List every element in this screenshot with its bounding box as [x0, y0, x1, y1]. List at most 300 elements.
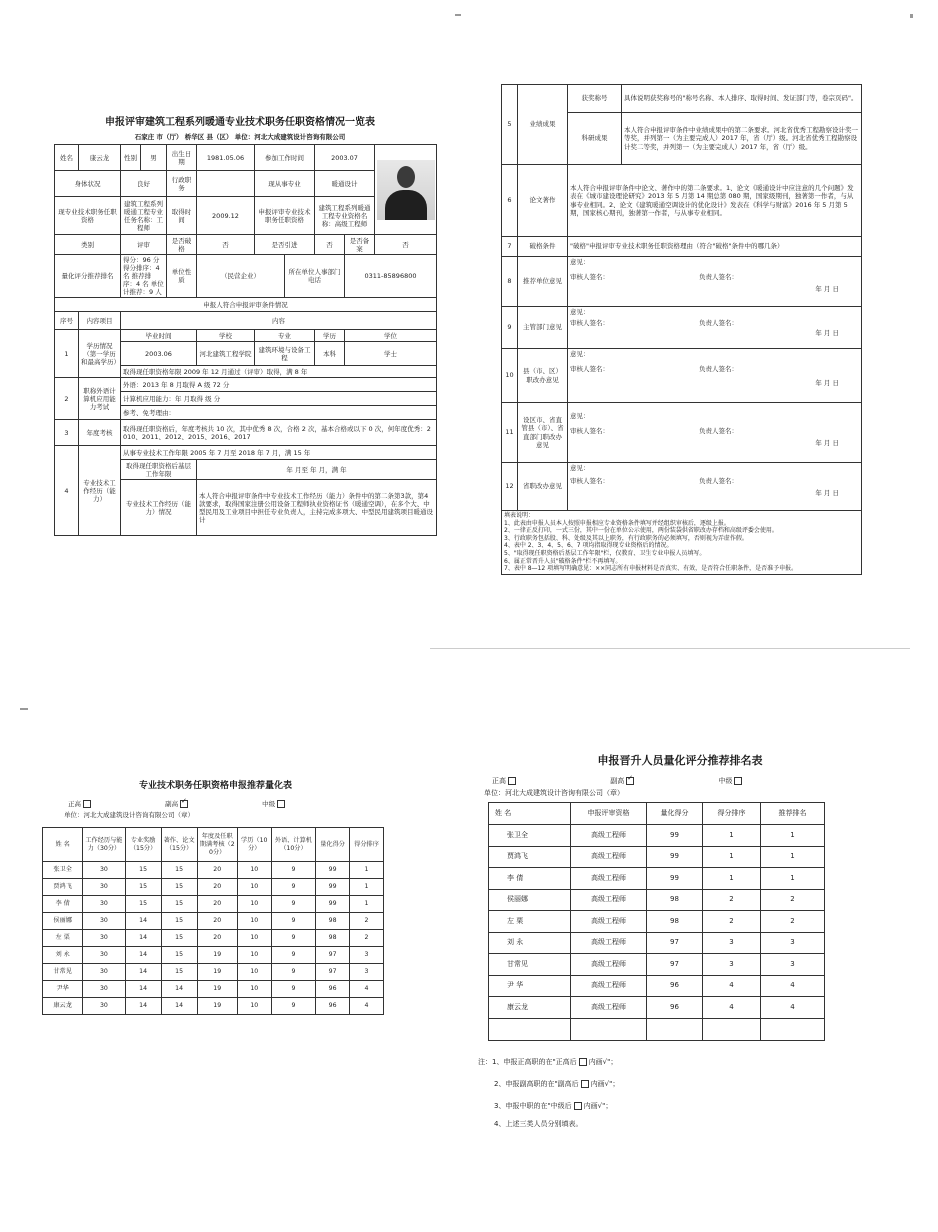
- reviewer-label: 审核人签名：: [570, 318, 609, 327]
- label-edu-time: 毕业时间: [121, 330, 197, 342]
- value-cell: 10: [237, 998, 271, 1015]
- leader-label: 负责人签名：: [699, 272, 738, 281]
- header-cell: 得分排序: [703, 803, 761, 825]
- overview-table: [54, 144, 437, 536]
- level-senior-checkbox[interactable]: [83, 800, 91, 808]
- note-box: [581, 1080, 589, 1088]
- opinion-cell: [568, 463, 862, 511]
- footnote-3: [494, 1095, 890, 1117]
- value-cell: 20: [197, 896, 237, 913]
- value-apply-title: 建筑工程系列暖通工程专业资格名称：高级工程师: [315, 197, 375, 235]
- page-2-achievements-opinions: [495, 80, 913, 595]
- label-obtain-time: 取得时间: [167, 197, 197, 235]
- value-cell: 20: [197, 879, 237, 896]
- opinion-label: 意见：: [570, 464, 590, 472]
- date-label: 年 月 日: [815, 489, 839, 497]
- value-cell: 15: [161, 964, 197, 981]
- level-row: [68, 799, 403, 808]
- footnote-2: [494, 1073, 890, 1095]
- value-cell: 1: [761, 868, 825, 890]
- table-row: [489, 975, 825, 997]
- value-cell: 30: [83, 964, 125, 981]
- value-break: "破格"申报评审专业技术职务任职资格理由（符合"破格"条件中的哪几条）: [568, 237, 862, 257]
- quant-table-body: [43, 862, 384, 1015]
- footnote-4: 4、上述三类人员分别填表。: [494, 1119, 583, 1128]
- item-papers: 论文著作: [518, 165, 568, 237]
- label-major: 专业: [255, 330, 315, 342]
- value-name: 康云龙: [79, 145, 121, 171]
- value-cell: 9: [271, 998, 315, 1015]
- value-exempt-line: 参考、免考理由：: [121, 406, 437, 420]
- value-cell: 4: [703, 975, 761, 997]
- value-annual-line: 取得现任职资格后，年度考核共 10 次，其中优秀 8 次，合格 2 次，基本合格或以下 0 次，何年度优秀：2010、2011、2012、2015、2016、2017: [121, 420, 437, 446]
- scan-mark: [910, 14, 913, 18]
- value-cell: 30: [83, 896, 125, 913]
- value-cell: 99: [647, 846, 703, 868]
- unit-line: 石家庄 市（厅） 桥华区 县（区） 单位：河北大成建筑设计咨询有限公司: [134, 133, 346, 141]
- ranking-table: [488, 802, 825, 1041]
- item-unit-opinion: 推荐单位意见: [518, 257, 568, 307]
- unit-line: 单位：河北大成建筑设计咨询有限公司（章）: [64, 811, 194, 819]
- note-text: 内画√"；: [583, 1101, 613, 1110]
- label-edu-row: 学历情况（第一学历和最高学历）: [79, 330, 121, 378]
- note-line: 7、表中 8—12 项填写明确意见：××同志所有申报材料是否真实、有效，是否符合任职条件，是否准予申报。: [504, 565, 798, 573]
- value-cell: 高级工程师: [571, 997, 647, 1019]
- value-cell: 99: [647, 825, 703, 847]
- value-cell: 15: [125, 879, 161, 896]
- value-cell: 96: [647, 997, 703, 1019]
- label-gender: 性别: [121, 145, 141, 171]
- value-cell: 99: [316, 862, 350, 879]
- label-degree: 学位: [345, 330, 437, 342]
- page-title: 专业技术职务任职资格申报推荐量化表: [138, 781, 292, 791]
- value-cell: 98: [647, 889, 703, 911]
- value-current-title: 建筑工程系列暖通工程专业任务名称：工程师: [121, 197, 167, 235]
- value-cell: 9: [271, 964, 315, 981]
- value-cell: 98: [316, 930, 350, 947]
- label-annual-row: 年度考核: [79, 420, 121, 446]
- table-row: [43, 913, 384, 930]
- value-cell: 9: [271, 862, 315, 879]
- value-cell: 99: [316, 879, 350, 896]
- name-cell: 左 栗: [489, 911, 571, 933]
- label-admin-duty: 行政职务: [167, 171, 197, 197]
- section-header: 申报人符合申报评审条件情况: [55, 298, 437, 312]
- seq-9: 9: [502, 307, 518, 349]
- opinion-cell: [568, 257, 862, 307]
- opinion-cell: [568, 349, 862, 403]
- label-seq: 序号: [55, 312, 79, 330]
- label-current-title: 现专业技术职务任职资格: [55, 197, 121, 235]
- value-cell: 10: [237, 913, 271, 930]
- leader-label: 负责人签名：: [699, 426, 738, 435]
- value-cell: 96: [316, 998, 350, 1015]
- label-work-summary: 专业技术工作经历（能力）情况: [121, 480, 197, 536]
- value-cell: 14: [125, 947, 161, 964]
- value-cell: 96: [647, 975, 703, 997]
- note-line: 4、表中 2、3、4、5、6、7 项均指取得现专业资格后的情况。: [504, 542, 673, 550]
- value-cell: 高级工程师: [571, 846, 647, 868]
- value-cell: 97: [647, 932, 703, 954]
- note-text: 2、申报副高职的在"副高后: [494, 1079, 579, 1088]
- value-cell: 10: [237, 964, 271, 981]
- reviewer-label: 审核人签名：: [570, 364, 609, 373]
- notes-title: 填表说明：: [504, 512, 535, 519]
- value-edu-time: 2003.06: [121, 342, 197, 366]
- value-cell: 98: [647, 911, 703, 933]
- value-cell: 高级工程师: [571, 911, 647, 933]
- item-dept-opinion: 主管部门意见: [518, 307, 568, 349]
- label-dept-phone: 所在单位人事部门电话: [285, 255, 345, 298]
- page-title: 申报评审建筑工程系列暖通专业技术职务任职资格情况一览表: [105, 117, 375, 128]
- level-senior: 正高: [492, 777, 506, 785]
- name-cell: 甘常见: [489, 954, 571, 976]
- value-research: 本人符合申报评审条件中业绩成果中的第二条要求。河北省优秀工程勘察设计奖一等奖，并列第一（为主要完成人）2017 年，省（厅）级。河北省优秀工程勘察设计奖二等奖，并列第一（为主要完成人）2017 年，省（厅）级。: [622, 113, 862, 165]
- label-certified: 是否备案: [345, 235, 375, 255]
- value-cell: 19: [197, 998, 237, 1015]
- seq-1: 1: [55, 330, 79, 378]
- value-cell: 20: [197, 862, 237, 879]
- header-cell: 外语、计算机（10分）: [271, 828, 315, 862]
- level-middle-checkbox[interactable]: [734, 777, 742, 785]
- opinion-label: 意见：: [570, 308, 590, 316]
- seq-11: 11: [502, 403, 518, 463]
- value-cell: 99: [316, 896, 350, 913]
- value-cell: 9: [271, 930, 315, 947]
- value-cell: 10: [237, 862, 271, 879]
- note-line: 2、一律正反打印，一式三份，其中一份在单位公示使用，两份装袋供省职改办存档和高级评委会使用。: [504, 527, 778, 535]
- note-text: 1、申报正高职的在"正高后: [492, 1057, 577, 1066]
- value-cell: 15: [161, 879, 197, 896]
- note-line: 5、"取得现任职资格后基层工作年限"栏，仅教育、卫生专业申报人员填写。: [504, 549, 706, 557]
- opinion-label: 意见：: [570, 412, 590, 420]
- value-cell: 1: [350, 896, 384, 913]
- value-cell: 2: [350, 930, 384, 947]
- value-cell: 20: [197, 930, 237, 947]
- value-cell: 1: [703, 846, 761, 868]
- value-cell: 1: [761, 846, 825, 868]
- value-school: 河北建筑工程学院: [197, 342, 255, 366]
- header-cell: 量化得分: [647, 803, 703, 825]
- value-cell: 4: [761, 997, 825, 1019]
- value-cell: 2: [703, 911, 761, 933]
- table-row: [489, 889, 825, 911]
- label-quant-rank: 量化评分推荐排名: [55, 255, 121, 298]
- table-header: [489, 803, 825, 825]
- value-cell: 4: [350, 998, 384, 1015]
- value-cell: 10: [237, 981, 271, 998]
- value-major: 建筑环境与设备工程: [255, 342, 315, 366]
- value-cell: 15: [161, 862, 197, 879]
- level-vice-checkbox[interactable]: [626, 777, 634, 785]
- value-work-start: 2003.07: [315, 145, 375, 171]
- reviewer-label: 审核人签名：: [570, 426, 609, 435]
- label-unit-nature: 单位性质: [167, 255, 197, 298]
- note-line: 6、属正常晋升人员"破格条件"栏不再填写。: [504, 557, 622, 565]
- opinion-cell: [568, 403, 862, 463]
- date-label: 年 月 日: [815, 329, 839, 337]
- value-cell: 30: [83, 862, 125, 879]
- value-cell: 15: [161, 896, 197, 913]
- value-dept-phone: 0311-85896800: [345, 255, 437, 298]
- value-cell: 14: [125, 998, 161, 1015]
- value-papers: 本人符合申报评审条件中论文、著作中的第二条要求。1、论文《暖通设计中应注意的几个问题》发表在《城市建设理论研究》2013 年 5 月第 14 期总第 080 期，国家级期刊，独著第一作者，与从事专业相同。2、论文《建筑暖通空调设计的优化设计》发表在《科学与财富》2016 年 5 月第 5 期，国家核心期刊，独著第一作者，与从事专业相同。: [568, 165, 862, 237]
- value-cell: 高级工程师: [571, 975, 647, 997]
- empty-row: [489, 1018, 825, 1040]
- value-cell: 3: [761, 954, 825, 976]
- label-foreign-row: 职称外语计算机应用能力考试: [79, 378, 121, 420]
- value-cell: 2: [761, 889, 825, 911]
- seq-6: 6: [502, 165, 518, 237]
- value-cell: 高级工程师: [571, 932, 647, 954]
- table-row: [43, 964, 384, 981]
- value-cell: 14: [125, 930, 161, 947]
- seq-4: 4: [55, 446, 79, 536]
- label-category: 类别: [55, 235, 121, 255]
- value-cell: 97: [316, 964, 350, 981]
- name-cell: 左 栗: [43, 930, 83, 947]
- value-cell: 30: [83, 947, 125, 964]
- value-cell: 98: [316, 913, 350, 930]
- header-cell: 申报评审资格: [571, 803, 647, 825]
- label-school: 学校: [197, 330, 255, 342]
- value-cell: 3: [350, 964, 384, 981]
- page-3-quant-table: [28, 760, 403, 1030]
- value-cell: 高级工程师: [571, 868, 647, 890]
- level-senior-checkbox[interactable]: [508, 777, 516, 785]
- value-award: 具体说明获奖称号的"称号名称、本人排序、取得时间、发证部门等，卷宗页码"。: [622, 85, 862, 113]
- table-row: [43, 947, 384, 964]
- date-label: 年 月 日: [815, 379, 839, 387]
- seq-8: 8: [502, 257, 518, 307]
- name-cell: 贾鸿飞: [43, 879, 83, 896]
- value-cell: 19: [197, 981, 237, 998]
- name-cell: 尹华: [43, 981, 83, 998]
- value-gender: 男: [141, 145, 167, 171]
- value-cell: 4: [761, 975, 825, 997]
- header-cell: 得分排序: [350, 828, 384, 862]
- value-cell: 19: [197, 947, 237, 964]
- value-cell: 14: [161, 981, 197, 998]
- value-cell: 3: [703, 954, 761, 976]
- item-break: 破格条件: [518, 237, 568, 257]
- value-cell: 97: [316, 947, 350, 964]
- table-row: [43, 896, 384, 913]
- header-cell: 量化得分: [316, 828, 350, 862]
- value-cell: 1: [350, 879, 384, 896]
- table-row: [43, 862, 384, 879]
- table-row: [489, 825, 825, 847]
- seq-3: 3: [55, 420, 79, 446]
- table-row: [43, 981, 384, 998]
- label-edu: 学历: [315, 330, 345, 342]
- label-birth: 出生日期: [167, 145, 197, 171]
- value-cell: 1: [703, 868, 761, 890]
- date-label: 年 月 日: [815, 439, 839, 447]
- value-cell: 高级工程师: [571, 954, 647, 976]
- value-cell: 10: [237, 879, 271, 896]
- name-cell: 张卫全: [43, 862, 83, 879]
- value-cell: 96: [316, 981, 350, 998]
- value-cell: 30: [83, 930, 125, 947]
- value-grass-years: 年 月至 年 月，满 年: [197, 460, 437, 480]
- value-cell: 30: [83, 981, 125, 998]
- page-1-qualification-overview: [40, 95, 440, 595]
- value-obtain-line: 取得现任职资格年限 2009 年 12 月通过（评审）取得，满 8 年: [121, 366, 437, 378]
- value-cell: 15: [161, 947, 197, 964]
- name-cell: 侯丽娜: [43, 913, 83, 930]
- value-category: 评审: [121, 235, 167, 255]
- page-4-ranking-table: [470, 740, 890, 1140]
- value-work-summary: 本人符合申报评审条件中专业技术工作经历（能力）条件中的第二条第3款，第4款要求，取得国家注册公用设备工程师执业资格证书（暖通空调），在多个大、中型民用及工业项目中担任专业负责人，主持完成多项大、中型民用建筑项目暖通设计: [197, 480, 437, 536]
- level-senior: 正高: [68, 800, 81, 808]
- footnote-1: [478, 1051, 890, 1073]
- value-cell: 1: [350, 862, 384, 879]
- value-cell: 9: [271, 879, 315, 896]
- header-cell: 姓 名: [489, 803, 571, 825]
- scan-edge: [430, 648, 910, 649]
- note-text: 3、申报中职的在"中级后: [494, 1101, 572, 1110]
- value-cell: 1: [703, 825, 761, 847]
- date-label: 年 月 日: [815, 285, 839, 293]
- table-row: [43, 998, 384, 1015]
- note-box: [579, 1058, 587, 1066]
- value-edu: 本科: [315, 342, 345, 366]
- header-cell: 姓 名: [43, 828, 83, 862]
- value-cell: 15: [161, 930, 197, 947]
- page-title: 申报晋升人员量化评分推荐排名表: [597, 754, 763, 767]
- photo-cell: [375, 145, 437, 235]
- opinion-label: 意见：: [570, 350, 590, 358]
- leader-label: 负责人签名：: [699, 364, 738, 373]
- label-intro: 是否引进: [255, 235, 315, 255]
- header-cell: 年度及任职期满考核（20分）: [197, 828, 237, 862]
- label-grass-years: 取得现任职资格后基层工作年限: [121, 460, 197, 480]
- table-row: [43, 930, 384, 947]
- value-computer-line: 计算机应用能力：年 月取得 级 分: [121, 392, 437, 406]
- value-cell: 10: [237, 930, 271, 947]
- note-text: 内画√"；: [590, 1079, 620, 1088]
- value-cell: 4: [703, 997, 761, 1019]
- level-middle: 中级: [262, 800, 276, 808]
- item-achievements: 业绩成果: [518, 85, 568, 165]
- level-middle: 中级: [718, 777, 733, 785]
- value-cell: 高级工程师: [571, 825, 647, 847]
- note-text: 内画√"；: [588, 1057, 618, 1066]
- name-cell: 康云龙: [43, 998, 83, 1015]
- value-cell: 10: [237, 947, 271, 964]
- seq-5: 5: [502, 85, 518, 165]
- opinion-cell: [568, 307, 862, 349]
- value-cell: 2: [761, 911, 825, 933]
- label-content: 内容: [121, 312, 437, 330]
- value-birth: 1981.05.06: [197, 145, 255, 171]
- label-item: 内容项目: [79, 312, 121, 330]
- scan-mark: [20, 708, 28, 710]
- seq-7: 7: [502, 237, 518, 257]
- quant-table: [42, 827, 384, 1015]
- value-intro: 否: [315, 235, 345, 255]
- value-cell: 15: [125, 862, 161, 879]
- value-cell: 14: [161, 998, 197, 1015]
- value-cell: 3: [761, 932, 825, 954]
- name-cell: 甘常见: [43, 964, 83, 981]
- value-cell: 9: [271, 913, 315, 930]
- applicant-photo: [377, 160, 435, 220]
- value-cell: 30: [83, 879, 125, 896]
- name-cell: 李 倩: [43, 896, 83, 913]
- value-cell: 4: [350, 981, 384, 998]
- item-province-opinion: 省职改办意见: [518, 463, 568, 511]
- header-cell: 推荐排名: [761, 803, 825, 825]
- value-cell: 1: [761, 825, 825, 847]
- header-cell: 工作经历与能力（30分）: [83, 828, 125, 862]
- value-cell: 9: [271, 981, 315, 998]
- name-cell: 侯丽娜: [489, 889, 571, 911]
- name-cell: 张卫全: [489, 825, 571, 847]
- value-health: 良好: [121, 171, 167, 197]
- value-cell: 14: [125, 981, 161, 998]
- value-certified: 否: [375, 235, 437, 255]
- name-cell: 康云龙: [489, 997, 571, 1019]
- name-cell: 刘 永: [43, 947, 83, 964]
- fill-notes: [502, 511, 862, 575]
- value-work-years: 从事专业技术工作年限 2005 年 7 月至 2018 年 7 月，满 15 年: [121, 446, 437, 460]
- table-row: [489, 911, 825, 933]
- note-prefix: 注：: [478, 1057, 492, 1066]
- unit-line: 单位：河北大成建筑设计咨询有限公司（章）: [484, 789, 624, 797]
- level-vice-checkbox[interactable]: [180, 800, 188, 808]
- label-work-start: 参加工作时间: [255, 145, 315, 171]
- label-research: 科研成果: [568, 113, 622, 165]
- level-vice: 副高: [165, 800, 179, 808]
- name-cell: 尹 华: [489, 975, 571, 997]
- value-cell: 2: [703, 889, 761, 911]
- level-middle-checkbox[interactable]: [277, 800, 285, 808]
- table-row: [489, 846, 825, 868]
- table-row: [489, 868, 825, 890]
- label-award: 获奖称号: [568, 85, 622, 113]
- value-quant-rank: 得分：96 分 得分排序：4 名 推荐排序：4 名 单位计推荐：9 人: [121, 255, 167, 298]
- value-cell: 高级工程师: [571, 889, 647, 911]
- name-cell: 贾鸿飞: [489, 846, 571, 868]
- value-cell: 9: [271, 896, 315, 913]
- value-cell: 2: [350, 913, 384, 930]
- ranking-table-body: [489, 825, 825, 1019]
- level-vice: 副高: [610, 777, 625, 785]
- header-cell: 著作、论文（15分）: [161, 828, 197, 862]
- value-cell: 99: [647, 868, 703, 890]
- label-break-rank: 是否破格: [167, 235, 197, 255]
- value-cell: 30: [83, 998, 125, 1015]
- value-unit-nature: （民营企业）: [197, 255, 285, 298]
- value-obtain-time: 2009.12: [197, 197, 255, 235]
- value-cell: 14: [125, 964, 161, 981]
- value-break-rank: 否: [197, 235, 255, 255]
- reviewer-label: 审核人签名：: [570, 476, 609, 485]
- table-header: [43, 828, 384, 862]
- value-cell: 19: [197, 964, 237, 981]
- value-foreign-line: 外语：2013 年 8 月取得 A 级 72 分: [121, 378, 437, 392]
- value-cell: 20: [197, 913, 237, 930]
- name-cell: 刘 永: [489, 932, 571, 954]
- level-row: [492, 776, 890, 786]
- item-county-opinion: 县（市、区）职改办意见: [518, 349, 568, 403]
- value-cell: 10: [237, 896, 271, 913]
- value-cell: 15: [125, 896, 161, 913]
- value-cell: 97: [647, 954, 703, 976]
- table-row: [489, 932, 825, 954]
